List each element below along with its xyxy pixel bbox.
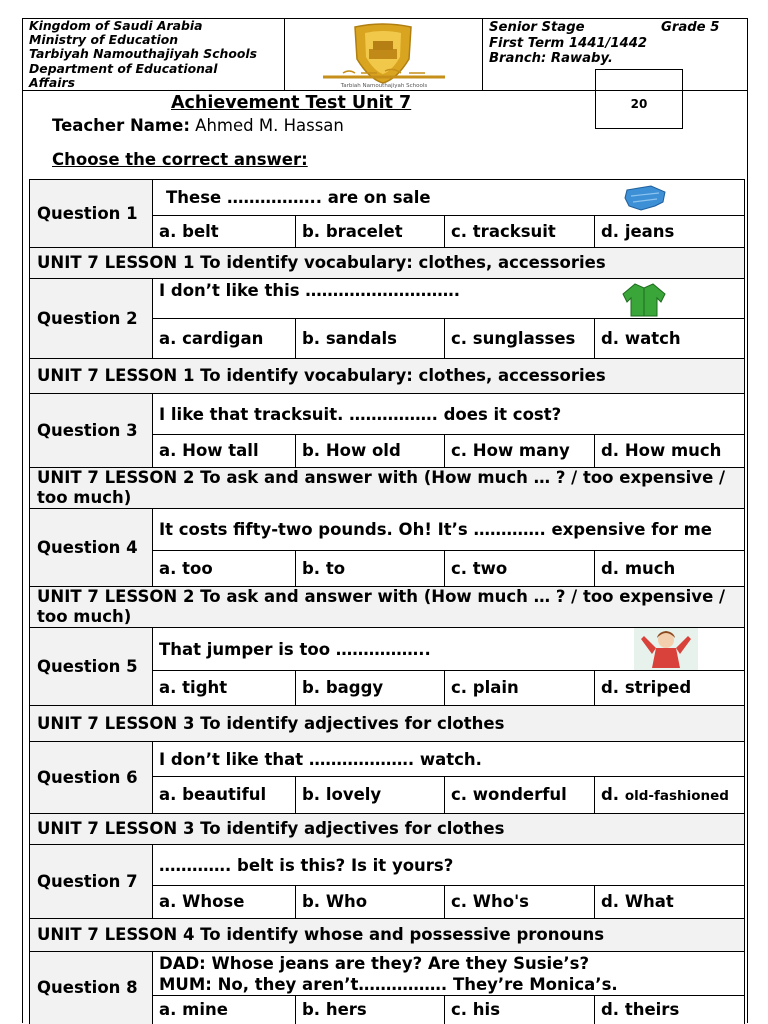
option-d[interactable] — [595, 777, 745, 814]
lesson-objective: UNIT 7 LESSON 3 To identify adjectives for clothes — [30, 706, 745, 742]
option-d-text: old-fashioned — [624, 787, 729, 804]
dialogue-line-dad: DAD: Whose jeans are they? Are they Susie’s? — [159, 953, 590, 973]
questions-table — [29, 179, 745, 1024]
question-row — [30, 628, 745, 671]
instruction: Choose the correct answer: — [52, 150, 308, 169]
option-d[interactable]: d. watch — [595, 319, 745, 359]
option-d[interactable]: d. How much — [595, 435, 745, 468]
score-total: 20 — [630, 97, 648, 111]
jeans-icon — [621, 184, 669, 212]
logo-caption: Tarbiah Namouthajiyah Schools — [340, 83, 428, 89]
question-row — [30, 509, 745, 551]
grade-label: Grade 5 — [661, 20, 720, 35]
dialogue-line-mum: MUM: No, they aren’t……………. They’re Monica’s. — [159, 974, 618, 994]
page-frame-left — [22, 91, 23, 1023]
score-box — [595, 69, 683, 129]
question-label: Question 4 — [30, 509, 153, 587]
stem-text: These …………….. are on sale — [166, 188, 431, 207]
question-row — [30, 394, 745, 435]
teacher-name: Ahmed M. Hassan — [195, 116, 344, 135]
option-b[interactable]: b. Who — [296, 886, 445, 919]
option-a[interactable]: a. tight — [153, 671, 296, 706]
stem-text: That jumper is too …………….. — [159, 639, 431, 659]
term-label: First Term 1441/1442 — [489, 35, 648, 51]
lesson-objective: UNIT 7 LESSON 3 To identify adjectives for clothes — [30, 814, 745, 845]
option-b[interactable]: b. to — [296, 551, 445, 587]
stem-text: I don’t like this ………………………. — [159, 281, 461, 300]
objective-row — [30, 706, 745, 742]
option-d[interactable]: d. What — [595, 886, 745, 919]
school-emblem-icon — [285, 19, 483, 90]
option-c[interactable]: c. How many — [445, 435, 595, 468]
option-a[interactable]: a. Whose — [153, 886, 296, 919]
question-row — [30, 742, 745, 777]
option-c[interactable]: c. two — [445, 551, 595, 587]
option-d[interactable]: d. theirs — [595, 996, 745, 1024]
option-c[interactable]: c. Who's — [445, 886, 595, 919]
lesson-objective: UNIT 7 LESSON 2 To ask and answer with (How much … ? / too expensive / too much) — [30, 468, 745, 509]
question-stem — [153, 952, 745, 996]
lesson-objective: UNIT 7 LESSON 1 To identify vocabulary: clothes, accessories — [30, 359, 745, 394]
question-label: Question 8 — [30, 952, 153, 1024]
question-row — [30, 952, 745, 996]
option-b[interactable]: b. bracelet — [296, 216, 445, 248]
question-label: Question 2 — [30, 279, 153, 359]
option-c[interactable]: c. wonderful — [445, 777, 595, 814]
option-a[interactable]: a. How tall — [153, 435, 296, 468]
question-stem — [153, 628, 745, 671]
objective-row — [30, 468, 745, 509]
score-divider — [596, 90, 682, 91]
header-institution — [23, 19, 285, 90]
teacher-line — [52, 116, 344, 135]
option-b[interactable]: b. sandals — [296, 319, 445, 359]
jumper-girl-icon — [634, 628, 698, 670]
header-line: Department of Educational — [29, 60, 218, 76]
option-d[interactable]: d. much — [595, 551, 745, 587]
objective-row — [30, 919, 745, 952]
objective-row — [30, 814, 745, 845]
branch-label: Branch: Rawaby. — [489, 51, 613, 67]
question-stem: I don’t like that ………………. watch. — [153, 742, 745, 777]
option-a[interactable]: a. cardigan — [153, 319, 296, 359]
stage-label: Senior Stage — [489, 20, 585, 35]
option-b[interactable]: b. lovely — [296, 777, 445, 814]
page-title: Achievement Test Unit 7 — [171, 93, 412, 113]
option-d-letter: d. — [601, 784, 620, 804]
option-c[interactable]: c. tracksuit — [445, 216, 595, 248]
cardigan-icon — [617, 280, 671, 318]
option-a[interactable]: a. belt — [153, 216, 296, 248]
lesson-objective: UNIT 7 LESSON 2 To ask and answer with (How much … ? / too expensive / too much) — [30, 587, 745, 628]
question-label: Question 7 — [30, 845, 153, 919]
question-stem — [153, 180, 745, 216]
question-label: Question 1 — [30, 180, 153, 248]
question-row — [30, 180, 745, 216]
question-row — [30, 845, 745, 886]
option-b[interactable]: b. hers — [296, 996, 445, 1024]
lesson-objective: UNIT 7 LESSON 4 To identify whose and possessive pronouns — [30, 919, 745, 952]
option-a[interactable]: a. mine — [153, 996, 296, 1024]
option-d[interactable]: d. jeans — [595, 216, 745, 248]
question-label: Question 3 — [30, 394, 153, 468]
teacher-label: Teacher Name: — [52, 116, 190, 135]
question-label: Question 5 — [30, 628, 153, 706]
header-line: Ministry of Education — [29, 32, 179, 48]
question-stem — [153, 279, 745, 319]
objective-row — [30, 359, 745, 394]
option-a[interactable]: a. beautiful — [153, 777, 296, 814]
option-d[interactable]: d. striped — [595, 671, 745, 706]
option-a[interactable]: a. too — [153, 551, 296, 587]
question-stem: …………. belt is this? Is it yours? — [153, 845, 745, 886]
page-frame-right — [747, 91, 748, 1023]
option-c[interactable]: c. sunglasses — [445, 319, 595, 359]
lesson-objective: UNIT 7 LESSON 1 To identify vocabulary: clothes, accessories — [30, 248, 745, 279]
option-b[interactable]: b. How old — [296, 435, 445, 468]
option-b[interactable]: b. baggy — [296, 671, 445, 706]
objective-row — [30, 587, 745, 628]
question-stem: I like that tracksuit. ……………. does it cost? — [153, 394, 745, 435]
objective-row — [30, 248, 745, 279]
question-row — [30, 279, 745, 319]
option-c[interactable]: c. his — [445, 996, 595, 1024]
header-line: Tarbiyah Namouthajiyah Schools — [29, 46, 258, 62]
option-c[interactable]: c. plain — [445, 671, 595, 706]
question-stem: It costs fifty-two pounds. Oh! It’s …………. expensive for me — [153, 509, 745, 551]
header-line: Affairs — [29, 74, 75, 90]
header-line: Kingdom of Saudi Arabia — [29, 18, 203, 33]
question-label: Question 6 — [30, 742, 153, 814]
school-logo — [285, 19, 483, 90]
